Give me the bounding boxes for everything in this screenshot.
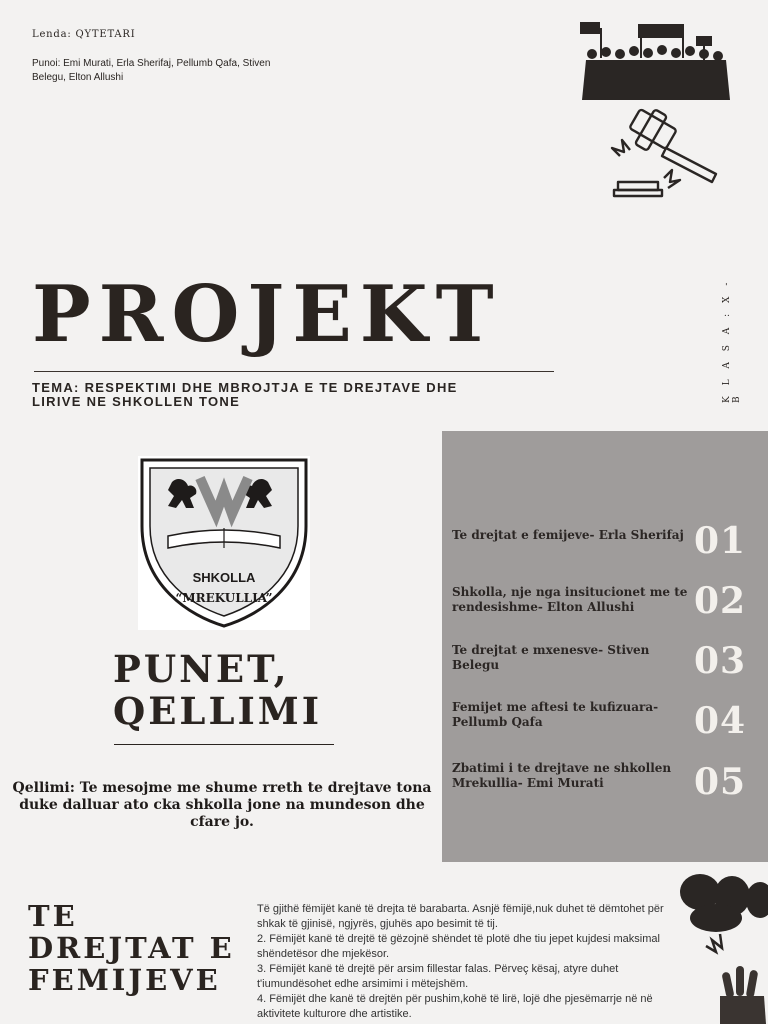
rights-paragraph: Të gjithë fëmijët kanë të drejta të barabarta. Asnjë fëmijë,nuk duhet të dëmtohet për shkak të gjinisë, ngjyrës, gjuhës apo besimit të tij. [257, 903, 664, 930]
page-title: PROJEKT [32, 269, 502, 360]
section-title [113, 648, 322, 732]
rights-title-line2: DREJTAT E [28, 931, 235, 965]
section-title-line1: PUNET, [113, 647, 290, 691]
authors-label: Punoi: Emi Murati, Erla Sherifaj, Pellumb Qafa, Stiven Belegu, Elton Allushi [32, 58, 271, 83]
crest-text-line1: SHKOLLA [192, 570, 256, 585]
rights-list [257, 902, 681, 1022]
crest-text-line2: “MREKULLIA” [175, 591, 273, 605]
doodle-hand-icon [676, 866, 768, 1024]
topic-item-4-text: Femijet me aftesi te kufizuara- Pellumb Qafa [452, 700, 659, 729]
school-crest [138, 456, 310, 630]
rights-title-line3: FEMIJEVE [28, 963, 221, 997]
topic-item-2-text: Shkolla, nje nga insitucionet me te rendesishme- Elton Allushi [452, 585, 688, 614]
class-label: K L A S A : X - B [722, 278, 742, 403]
topic-item-2-number: 02 [694, 580, 747, 622]
title-divider [34, 371, 554, 372]
protest-crowd-icon [578, 20, 738, 100]
rights-paragraph: 3. Fëmijët kanë të drejtë për arsim fillestar falas. Përveç kësaj, atyre duhet t'iumundësohet edhe arsimimi i mëtejshëm. [257, 963, 619, 990]
topic-item-4-number: 04 [694, 700, 747, 742]
section-title-line2: QELLIMI [113, 689, 323, 733]
topic-item-1-number: 01 [694, 520, 747, 562]
rights-paragraph: 4. Fëmijët dhe kanë të drejtën për pushim,kohë të lirë, lojë dhe pjesëmarrje në në aktivitete kulturore dhe artistike. [257, 993, 653, 1020]
section-divider [114, 744, 334, 745]
topic-item-3-number: 03 [694, 640, 747, 682]
school-crest-icon [138, 456, 310, 630]
topic-item-5-number: 05 [694, 761, 747, 803]
subject-label: Lenda: QYTETARI [32, 29, 136, 40]
goal-text: Qellimi: Te mesojme me shume rreth te drejtave tona duke dalluar ato cka shkolla jone na mundeson dhe cfare jo. [12, 780, 432, 830]
topic-item-1-text: Te drejtat e femijeve- Erla Sherifaj [452, 528, 684, 542]
rights-title [28, 900, 235, 996]
topic-item-3-text: Te drejtat e mxenesve- Stiven Belegu [452, 643, 650, 672]
topic-item-5-text: Zbatimi i te drejtave ne shkollen Mrekullia- Emi Murati [452, 761, 672, 790]
rights-paragraph: 2. Fëmijët kanë të drejtë të gëzojnë shëndet të plotë dhe tiu jepet kujdesi maksimal shëndetësor dhe mjekësor. [257, 933, 660, 960]
gavel-icon [606, 108, 724, 200]
rights-title-line1: TE [28, 899, 78, 933]
theme-text: TEMA: RESPEKTIMI DHE MBROJTJA E TE DREJTAVE DHE LIRIVE NE SHKOLLEN TONE [32, 380, 458, 409]
